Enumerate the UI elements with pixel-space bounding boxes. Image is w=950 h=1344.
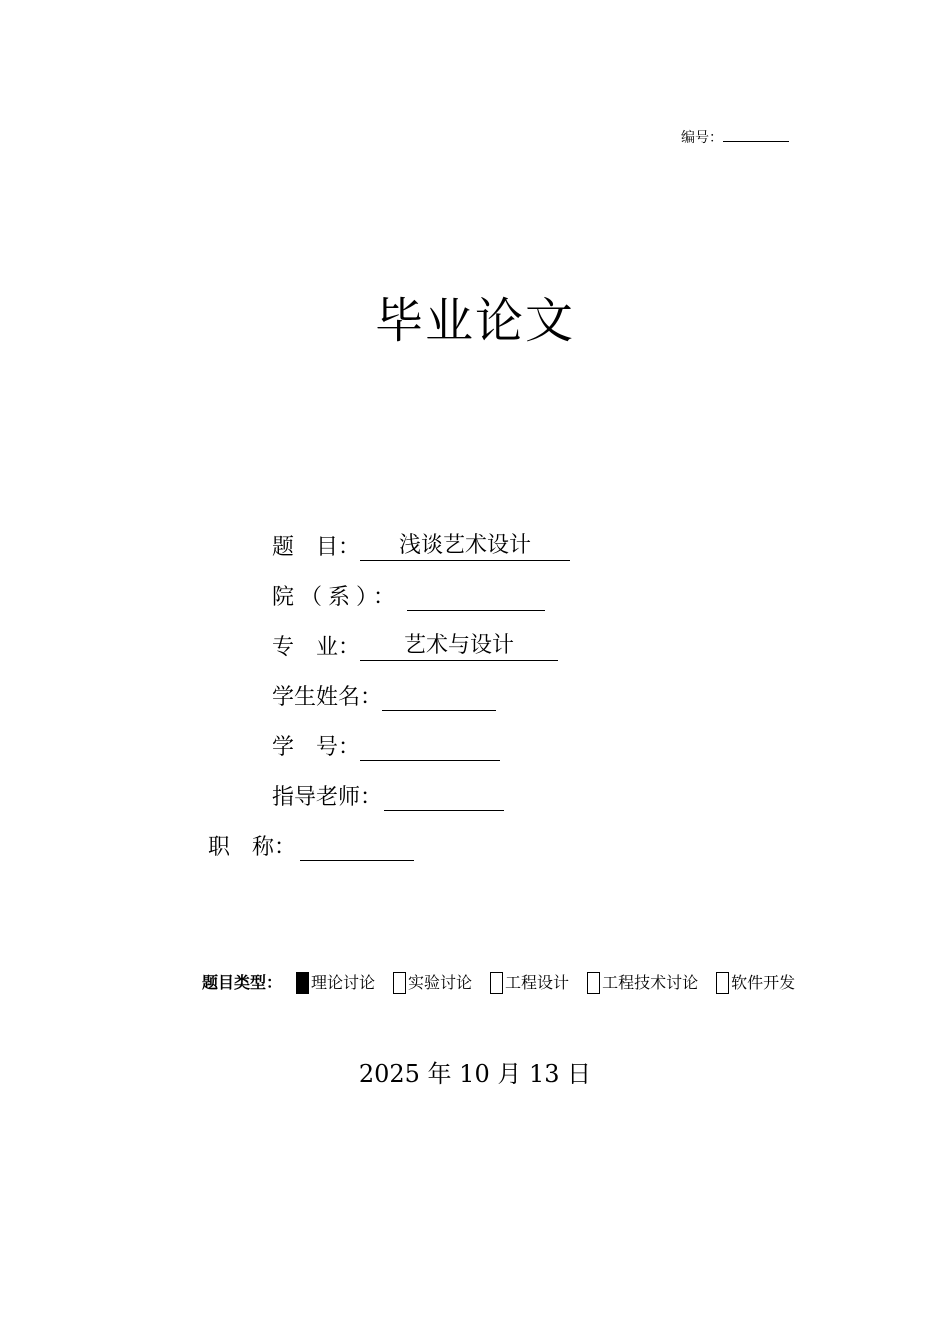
checkbox-icon[interactable] bbox=[587, 972, 600, 994]
major-value[interactable]: 艺术与设计 bbox=[360, 633, 558, 661]
topic-field bbox=[272, 533, 570, 563]
student-id-label: 学 号： bbox=[272, 735, 361, 760]
submission-date: 2025 年 10 月 13 日 bbox=[358, 1060, 592, 1088]
student-name-value[interactable] bbox=[382, 683, 496, 711]
checkbox-icon[interactable] bbox=[490, 972, 503, 994]
topic-type-option-label: 工程设计 bbox=[505, 973, 570, 992]
serial-number-blank[interactable] bbox=[723, 127, 789, 142]
advisor-field bbox=[272, 783, 504, 813]
topic-type-option-engineering-tech[interactable] bbox=[587, 972, 698, 994]
department-value[interactable] bbox=[407, 583, 545, 611]
student-id-value[interactable] bbox=[360, 733, 500, 761]
major-label: 专 业： bbox=[272, 635, 361, 660]
student-name-field bbox=[272, 683, 496, 713]
title-rank-value[interactable] bbox=[300, 833, 414, 861]
checkbox-icon[interactable] bbox=[716, 972, 729, 994]
serial-number-label: 编号： bbox=[681, 130, 723, 146]
title-rank-label: 职 称： bbox=[208, 835, 297, 860]
topic-type-option-label: 工程技术讨论 bbox=[602, 973, 699, 992]
student-id-field bbox=[272, 733, 500, 763]
advisor-value[interactable] bbox=[384, 783, 504, 811]
major-field bbox=[272, 633, 558, 663]
department-label: 院（系）： bbox=[272, 585, 402, 610]
serial-number bbox=[681, 127, 789, 147]
checkbox-icon[interactable] bbox=[393, 972, 406, 994]
topic-type-option-experiment[interactable] bbox=[393, 972, 472, 994]
student-name-label: 学生姓名： bbox=[272, 685, 383, 710]
advisor-label: 指导老师： bbox=[272, 785, 383, 810]
topic-type-row bbox=[202, 972, 813, 994]
topic-type-option-label: 实验讨论 bbox=[408, 973, 473, 992]
topic-label: 题 目： bbox=[272, 535, 361, 560]
topic-type-option-label: 理论讨论 bbox=[311, 973, 376, 992]
topic-type-label: 题目类型： bbox=[202, 973, 283, 992]
topic-type-option-label: 软件开发 bbox=[731, 973, 796, 992]
topic-type-option-theory[interactable] bbox=[296, 972, 375, 994]
topic-value[interactable]: 浅谈艺术设计 bbox=[360, 533, 570, 561]
department-field bbox=[272, 583, 545, 613]
topic-type-option-engineering-design[interactable] bbox=[490, 972, 569, 994]
page-title: 毕业论文 bbox=[374, 293, 575, 349]
topic-type-option-software[interactable] bbox=[716, 972, 795, 994]
title-rank-field bbox=[208, 833, 414, 863]
checkbox-checked-icon[interactable] bbox=[296, 972, 309, 994]
